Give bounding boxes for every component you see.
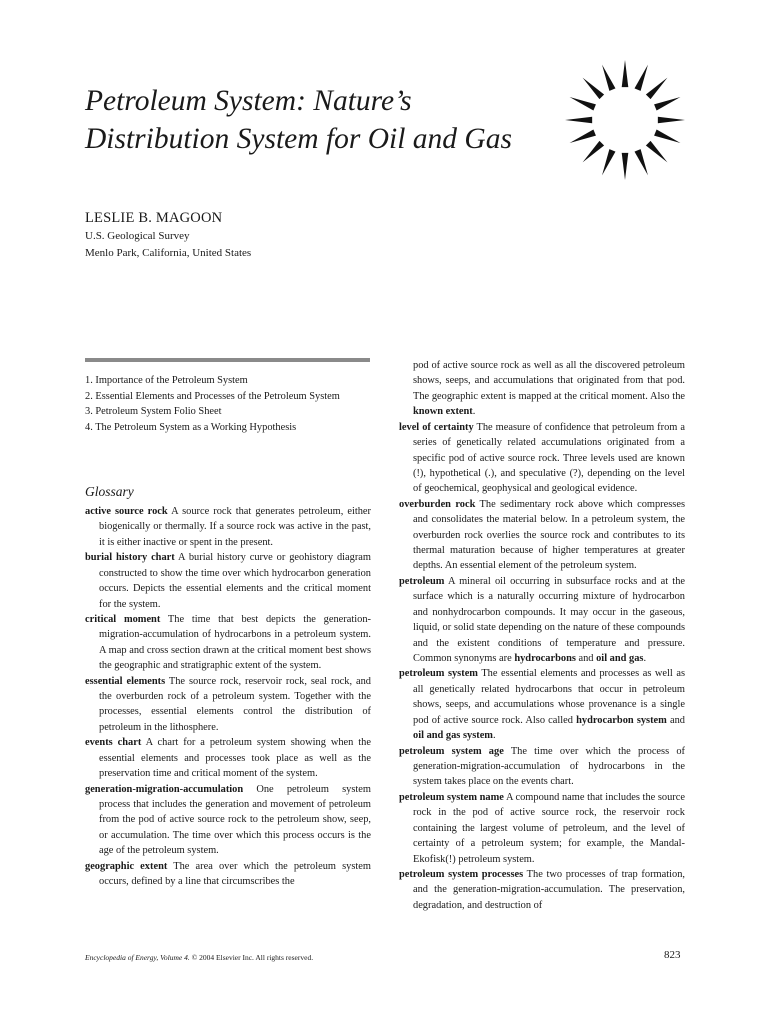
glossary-heading: Glossary — [85, 484, 134, 499]
toc-item[interactable]: 4. The Petroleum System as a Working Hypothesis — [85, 421, 297, 433]
glossary-definition: A source rock that generates petroleum, either biogenically or thermally. If a source rock was active in the past, it is either inactive or spent in the present. — [99, 506, 371, 548]
glossary-term: petroleum system — [399, 668, 478, 680]
glossary-definition: . — [643, 653, 647, 665]
continuation-end: . — [472, 406, 476, 418]
glossary-term: petroleum system name — [399, 791, 504, 803]
glossary-term: geographic extent — [85, 860, 168, 872]
glossary-term: generation-migration-accumulation — [85, 783, 244, 795]
sun-ray — [654, 130, 680, 143]
sun-ray — [658, 117, 685, 124]
glossary-definition: A mineral oil occurring in subsurface rocks and at the surface which is a naturally occurring mixture of hydrocarbon and nonhydrocarbon compounds. It may occur in the gaseous, liquid, or solid state depending on the nature of these compounds and the existent conditions of temperature and pressure. Common synonyms are — [413, 575, 685, 665]
glossary-definition: The area over which the petroleum system occurs, defined by a line that circumscribes the — [99, 860, 371, 888]
section-rule — [85, 358, 370, 362]
glossary-entry — [399, 790, 685, 867]
sun-ray — [570, 130, 596, 143]
author-name: LESLIE B. MAGOON — [85, 210, 223, 226]
sun-ray — [565, 117, 592, 124]
glossary-term: critical moment — [85, 613, 161, 625]
glossary-term-ref: oil and gas — [596, 653, 644, 665]
glossary-definition: One petroleum system process that includes the generation and movement of petroleum from the pod of active source rock to the petroleum show, seep, or accumulation. The time over which this process occurs is the age of the petroleum system. — [99, 783, 371, 857]
toc-item[interactable]: 3. Petroleum System Folio Sheet — [85, 406, 222, 418]
sun-ray — [602, 65, 615, 91]
sun-ray — [622, 153, 629, 180]
sun-burst-icon — [563, 58, 687, 182]
glossary-definition: and — [666, 714, 685, 726]
glossary-term: burial history chart — [85, 552, 175, 564]
glossary-term: overburden rock — [399, 498, 476, 510]
table-of-contents — [85, 373, 370, 435]
sun-ray — [646, 141, 668, 163]
author-affiliation — [85, 228, 251, 262]
glossary-definition: A chart for a petroleum system showing when the essential elements and processes took place as well as the preservation time and critical moment of the system. — [99, 737, 371, 780]
footer-rights: © 2004 Elsevier Inc. All rights reserved. — [189, 953, 314, 962]
glossary-term-ref: hydrocarbon system — [576, 714, 667, 726]
sun-ray — [602, 149, 615, 175]
glossary-term: petroleum system age — [399, 745, 504, 757]
sun-ray — [635, 65, 648, 91]
glossary-term-ref: known extent — [413, 406, 473, 418]
glossary-term-ref: oil and gas system — [413, 730, 493, 742]
glossary-term: active source rock — [85, 506, 168, 517]
glossary-entry — [85, 612, 371, 674]
glossary-entry — [85, 735, 371, 781]
glossary-entry-continuation — [399, 358, 685, 420]
glossary-term: essential elements — [85, 675, 166, 687]
glossary-definition: The source rock, reservoir rock, seal rock, and the overburden rock of a petroleum system. Together with the processes, essential elements control the distribution of petroleum in the lithosphere. — [99, 675, 371, 733]
glossary-entry — [399, 574, 685, 667]
glossary-definition: A burial history curve or geohistory diagram constructed to show the time over which hydrocarbon generation occurs. Depicts the essential elements and the critical moment for the system. — [99, 552, 371, 610]
page-number: 823 — [664, 949, 681, 961]
sun-ray — [583, 78, 605, 100]
glossary-term-ref: hydrocarbons — [514, 653, 576, 665]
glossary-entry — [399, 420, 685, 497]
glossary-entry — [85, 550, 371, 612]
affiliation-line: Menlo Park, California, United States — [85, 247, 252, 259]
glossary-term: events chart — [85, 737, 142, 749]
sun-ray — [646, 78, 668, 100]
glossary-entry — [399, 867, 685, 913]
sun-ray — [654, 97, 680, 110]
glossary-entry — [399, 666, 685, 743]
toc-item[interactable]: 1. Importance of the Petroleum System — [85, 375, 248, 386]
glossary-definition: The sedimentary rock above which compresses and consolidates the material below. In a petroleum system, the overburden rock overlies the source rock and contributes to its thermal maturation because of higher temperatures at greater depths. An essential element of the petroleum system. — [413, 498, 685, 572]
sun-ray — [635, 149, 648, 175]
glossary-definition: The two processes of trap formation, and the generation-migration-accumulation. The preservation, degradation, and destruction of — [413, 868, 685, 911]
sun-ray — [570, 97, 596, 110]
glossary-entry — [399, 744, 685, 790]
glossary-definition: The essential elements and processes as well as all genetically related hydrocarbons that occur in petroleum shows, seeps, and accumulations whose provenance is a single pod of active source rock. Also called — [413, 668, 686, 726]
glossary-term: petroleum system processes — [399, 868, 524, 880]
glossary-entry — [399, 497, 685, 574]
affiliation-line: U.S. Geological Survey — [85, 230, 190, 242]
glossary-definition: The time over which the process of generation-migration-accumulation of hydrocarbons in the system takes place on the events chart. — [413, 745, 685, 788]
footer-citation — [85, 953, 313, 962]
glossary-definition: and — [575, 653, 597, 665]
glossary-definition: The time that best depicts the generation-migration-accumulation of hydrocarbons in a petroleum system. A map and cross section drawn at the critical moment best shows the geographic and stratigraphic extent of the system. — [99, 613, 371, 672]
glossary-term: petroleum — [399, 575, 445, 587]
sun-ray — [622, 60, 629, 87]
glossary-left-column — [85, 504, 371, 890]
sun-ray — [583, 141, 605, 163]
glossary-entry — [85, 504, 371, 550]
glossary-definition: The measure of confidence that petroleum from a series of genetically related accumulations originated from a specific pod of active source rock. Three levels used are known (!), hypothetical (.), and speculative (?), depending on the level of geochemical, geophysical and geological evidence. — [413, 421, 685, 495]
glossary-entry — [85, 859, 371, 890]
glossary-definition: . — [492, 730, 496, 742]
toc-item[interactable]: 2. Essential Elements and Processes of the Petroleum System — [85, 390, 340, 402]
glossary-entry — [85, 782, 371, 859]
glossary-entry — [85, 674, 371, 736]
article-title: Petroleum System: Nature’s Distribution System for Oil and Gas — [85, 85, 512, 155]
glossary-right-column — [399, 358, 685, 913]
glossary-definition: A compound name that includes the source rock in the pod of active source rock, the reservoir rock containing the largest volume of petroleum, and the level of certainty of a petroleum system; for example, the Mandal-Ekofisk(!) petroleum system. — [413, 791, 685, 865]
continuation-text: pod of active source rock as well as all the discovered petroleum shows, seeps, and accumulations that originated from that pod. The geographic extent is mapped at the critical moment. Also the — [413, 360, 685, 402]
footer-journal: Encyclopedia of Energy, Volume 4. — [85, 953, 190, 962]
glossary-term: level of certainty — [399, 421, 474, 433]
